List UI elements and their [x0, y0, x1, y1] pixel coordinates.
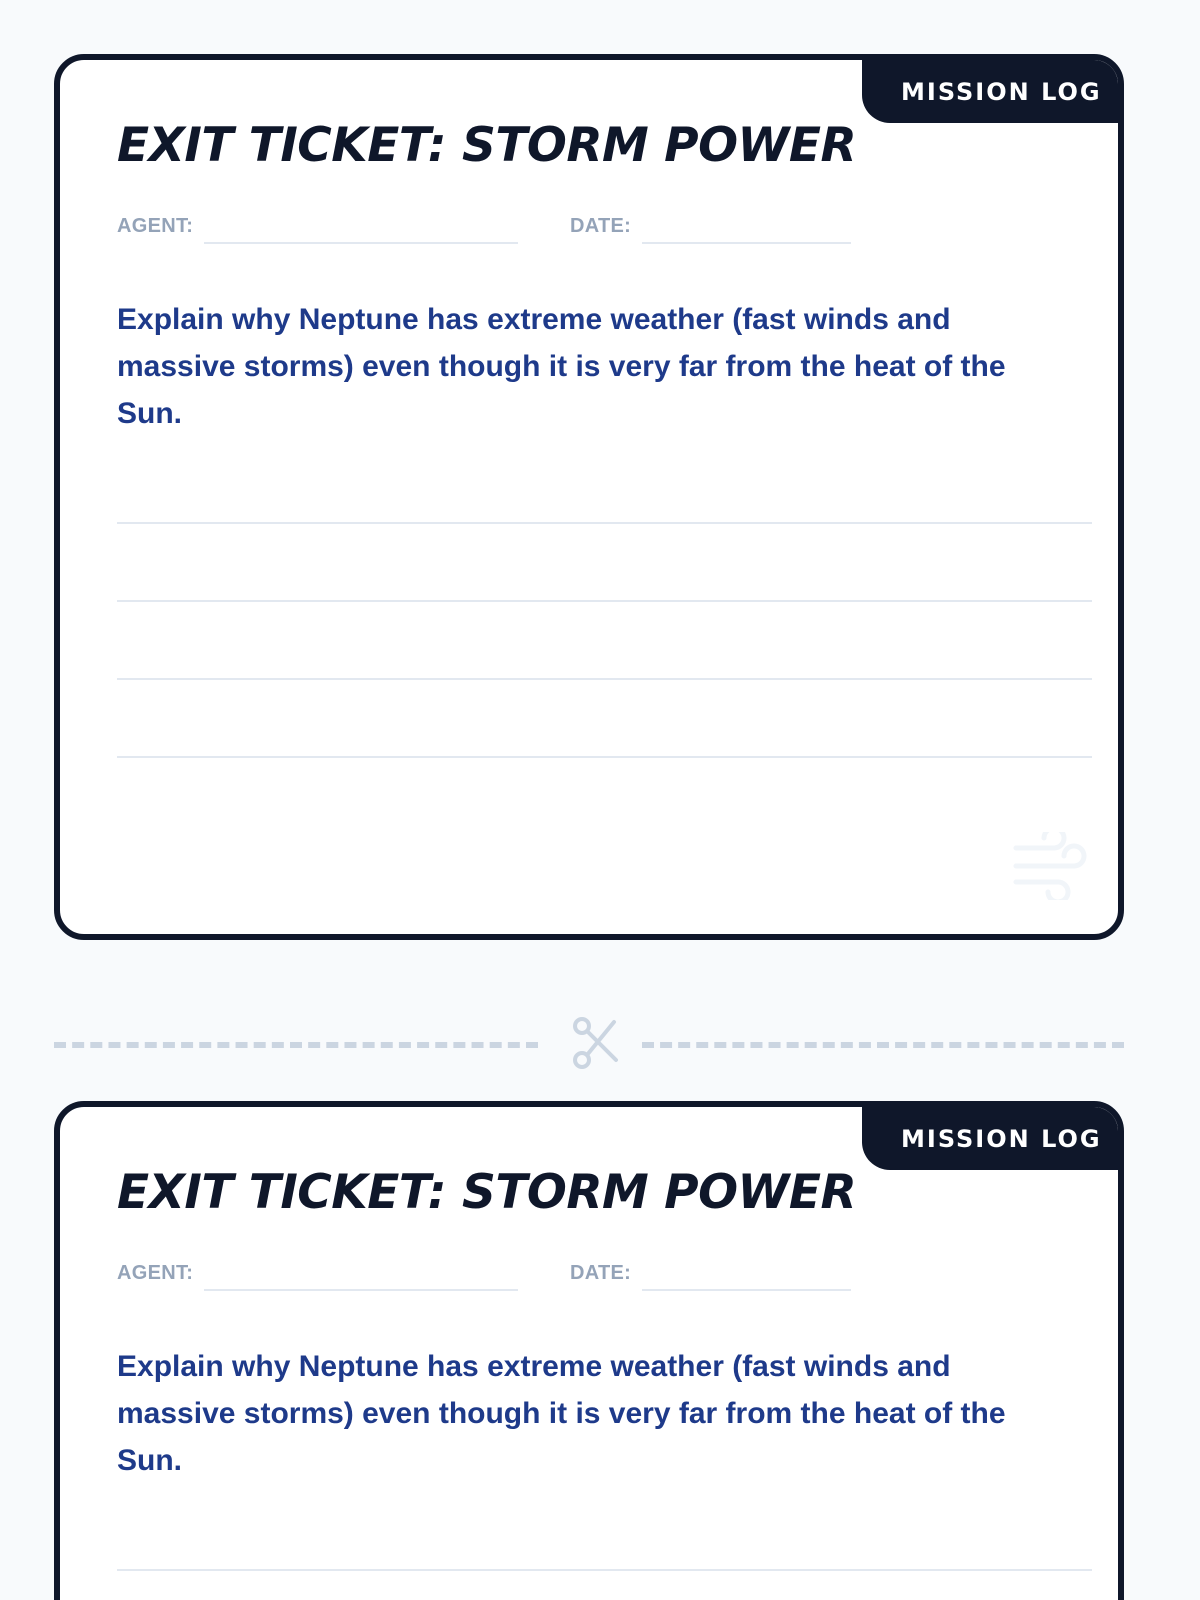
question-prompt: Explain why Neptune has extreme weather (fast winds and massive storms) even though it is very far from the heat of the Sun.: [117, 303, 1006, 430]
answer-line[interactable]: [117, 600, 1092, 602]
ticket-title: EXIT TICKET: STORM POWER: [117, 118, 857, 173]
agent-label: AGENT:: [117, 215, 194, 237]
date-field[interactable]: [642, 242, 851, 244]
scissors-icon: [572, 1016, 620, 1070]
mission-log-badge: MISSION LOG: [862, 1101, 1124, 1170]
answer-line[interactable]: [117, 1569, 1092, 1571]
cut-dash-right: [642, 1042, 1124, 1048]
agent-name-field[interactable]: [204, 242, 518, 244]
date-field[interactable]: [642, 1289, 851, 1291]
mission-log-badge: MISSION LOG: [862, 54, 1124, 123]
exit-ticket-card: [54, 1101, 1124, 1600]
date-label: DATE:: [570, 1262, 632, 1284]
answer-line[interactable]: [117, 678, 1092, 680]
answer-line[interactable]: [117, 522, 1092, 524]
cut-line-divider: [54, 1016, 1124, 1076]
agent-label: AGENT:: [117, 1262, 194, 1284]
agent-name-field[interactable]: [204, 1289, 518, 1291]
date-label: DATE:: [570, 215, 632, 237]
wind-icon: [1012, 832, 1092, 900]
ticket-title: EXIT TICKET: STORM POWER: [117, 1165, 857, 1220]
exit-ticket-card: [54, 54, 1124, 940]
answer-line[interactable]: [117, 756, 1092, 758]
question-prompt: Explain why Neptune has extreme weather (fast winds and massive storms) even though it is very far from the heat of the Sun.: [117, 1350, 1006, 1477]
cut-dash-left: [54, 1042, 538, 1048]
